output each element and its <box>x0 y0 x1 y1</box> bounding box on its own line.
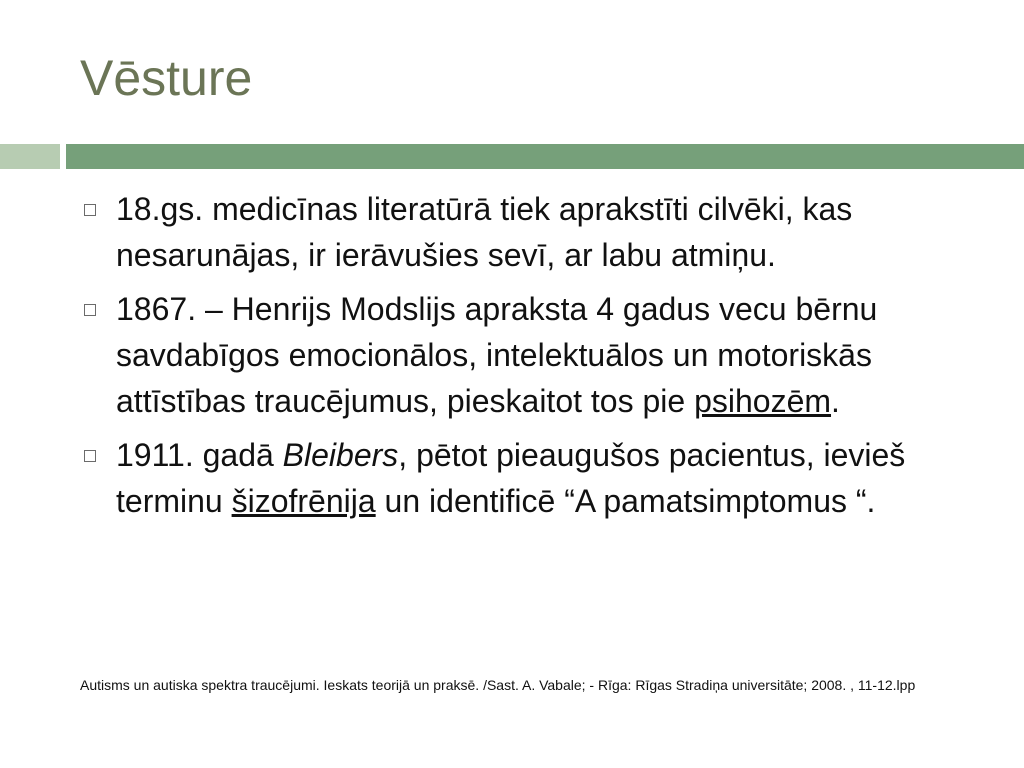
psihozem-link[interactable]: psihozēm <box>694 383 832 419</box>
slide-title: Vēsture <box>80 50 253 106</box>
bullet-text: 18.gs. medicīnas literatūrā tiek aprakstīti cilvēki, kas nesarunājas, ir ierāvušies sevī, ar labu atmiņu. <box>116 191 853 273</box>
sizofrenija-link[interactable]: šizofrēnija <box>231 483 376 519</box>
bullet-text: 1911. gadā <box>116 437 283 473</box>
bullet-item <box>80 186 960 278</box>
bullet-item <box>80 432 960 524</box>
bullet-item <box>80 286 960 424</box>
hollow-square-bullet-icon <box>84 304 96 316</box>
title-divider-accent <box>0 144 60 169</box>
bullet-text-end: . <box>831 383 840 419</box>
bullet-text: 1867. – Henrijs Modslijs apraksta 4 gadus vecu bērnu savdabīgos emocionālos, intelektuālos un motoriskās attīstības traucējumus, pieskaitot tos pie <box>116 291 878 419</box>
title-divider-bar <box>66 144 1024 169</box>
bullet-text-middle: , pētot pieaugušos pacientus, ievieš terminu <box>116 437 906 519</box>
bullet-text-end: un identificē “A pamatsimptomus “. <box>375 483 876 519</box>
source-citation: Autisms un autiska spektra traucējumi. Ieskats teorijā un praksē. /Sast. A. Vabale; - Rīga: Rīgas Stradiņa universitāte; 2008. , 11-12.lpp <box>80 677 916 693</box>
hollow-square-bullet-icon <box>84 450 96 462</box>
hollow-square-bullet-icon <box>84 204 96 216</box>
bullet-list <box>80 186 960 532</box>
bleibers-name: Bleibers <box>282 437 399 473</box>
